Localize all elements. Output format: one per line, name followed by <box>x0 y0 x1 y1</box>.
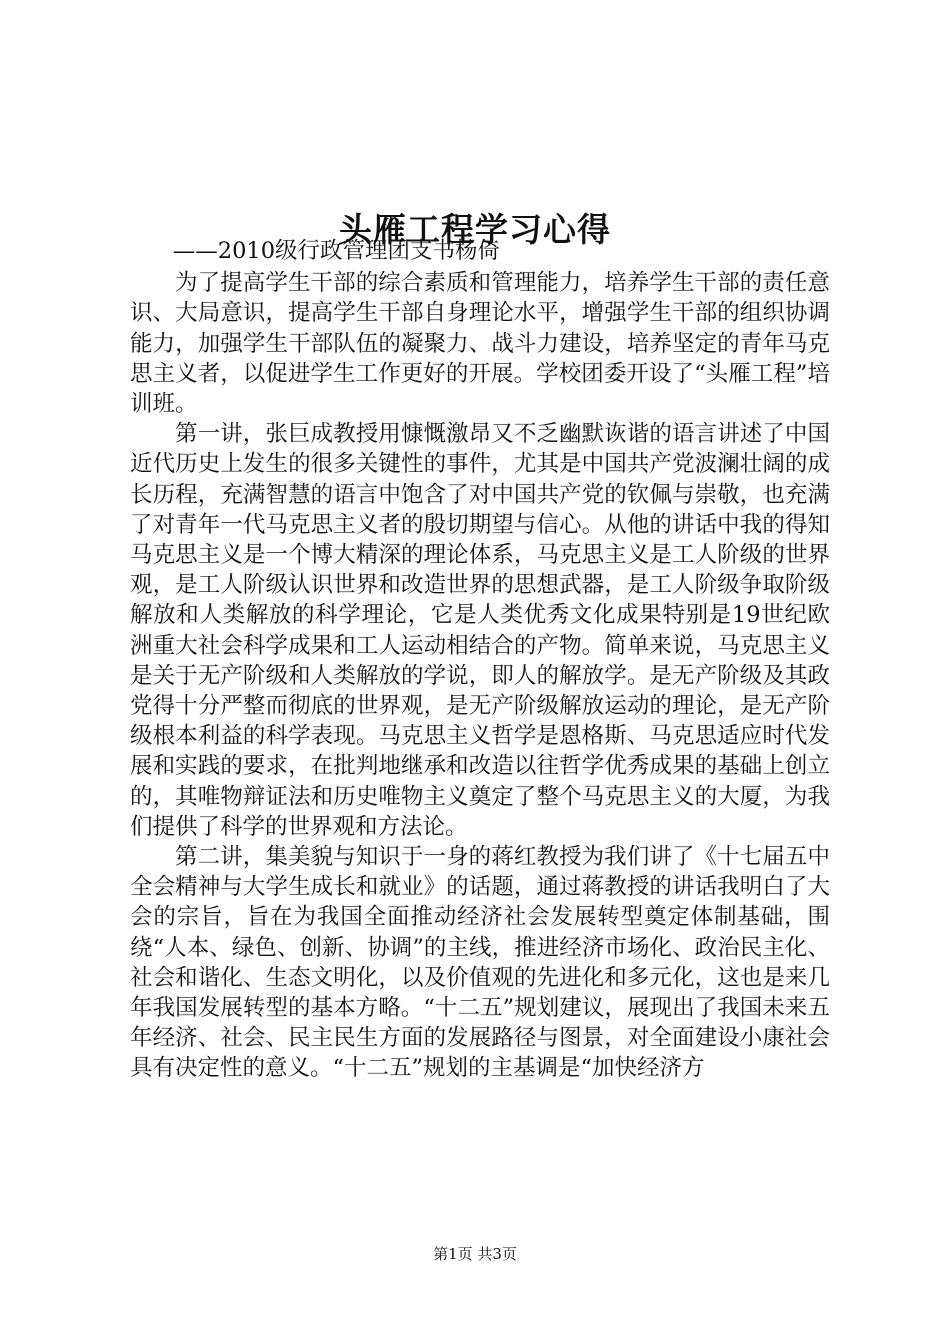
document-body <box>130 236 830 1084</box>
paragraph-3: 第二讲，集美貌与知识于一身的蒋红教授为我们讲了《十七届五中全会精神与大学生成长和就业》的话题，通过蒋教授的讲话我明白了大会的宗旨，旨在为我国全面推动经济社会发展转型奠定体制基础，围绕“人本、绿色、创新、协调”的主线，推进经济市场化、政治民主化、社会和谐化、生态文明化，以及价值观的先进化和多元化，这也是来几年我国发展转型的基本方略。“十二五”规划建议，展现出了我国未来五年经济、社会、民主民生方面的发展路径与图景，对全面建设小康社会具有决定性的意义。“十二五”规划的主基调是“加快经济方 <box>130 844 830 1082</box>
paragraph-1: 为了提高学生干部的综合素质和管理能力，培养学生干部的责任意识、大局意识，提高学生干部自身理论水平，增强学生干部的组织协调能力，加强学生干部队伍的凝聚力、战斗力建设，培养坚定的青年马克思主义者，以促进学生工作更好的开展。学校团委开设了“头雁工程”培训班。 <box>130 270 830 418</box>
document-title: 头雁工程学习心得 <box>339 210 611 250</box>
page-number-footer: 第1页 共3页 <box>433 1245 517 1263</box>
paragraph-2: 第一讲，张巨成教授用慷慨激昂又不乏幽默诙谐的语言讲述了中国近代历史上发生的很多关键性的事件，尤其是中国共产党波澜壮阔的成长历程，充满智慧的语言中饱含了对中国共产党的钦佩与崇敬，也充满了对青年一代马克思主义者的殷切期望与信心。从他的讲话中我的得知马克思主义是一个博大精深的理论体系，马克思主义是工人阶级的世界观，是工人阶级认识世界和改造世界的思想武器，是工人阶级争取阶级解放和人类解放的科学理论，它是人类优秀文化成果特别是19世纪欧洲重大社会科学成果和工人运动相结合的产物。简单来说，马克思主义是关于无产阶级和人类解放的学说，即人的解放学。是无产阶级及其政党得十分严整而彻底的世界观，是无产阶级解放运动的理论，是无产阶级根本利益的科学表现。马克思主义哲学是恩格斯、马克思适应时代发展和实践的要求，在批判地继承和改造以往哲学优秀成果的基础上创立的，其唯物辩证法和历史唯物主义奠定了整个马克思主义的大厦，为我们提供了科学的世界观和方法论。 <box>130 421 830 840</box>
author-line: ——2010级行政管理团支书杨倚 <box>172 238 501 264</box>
